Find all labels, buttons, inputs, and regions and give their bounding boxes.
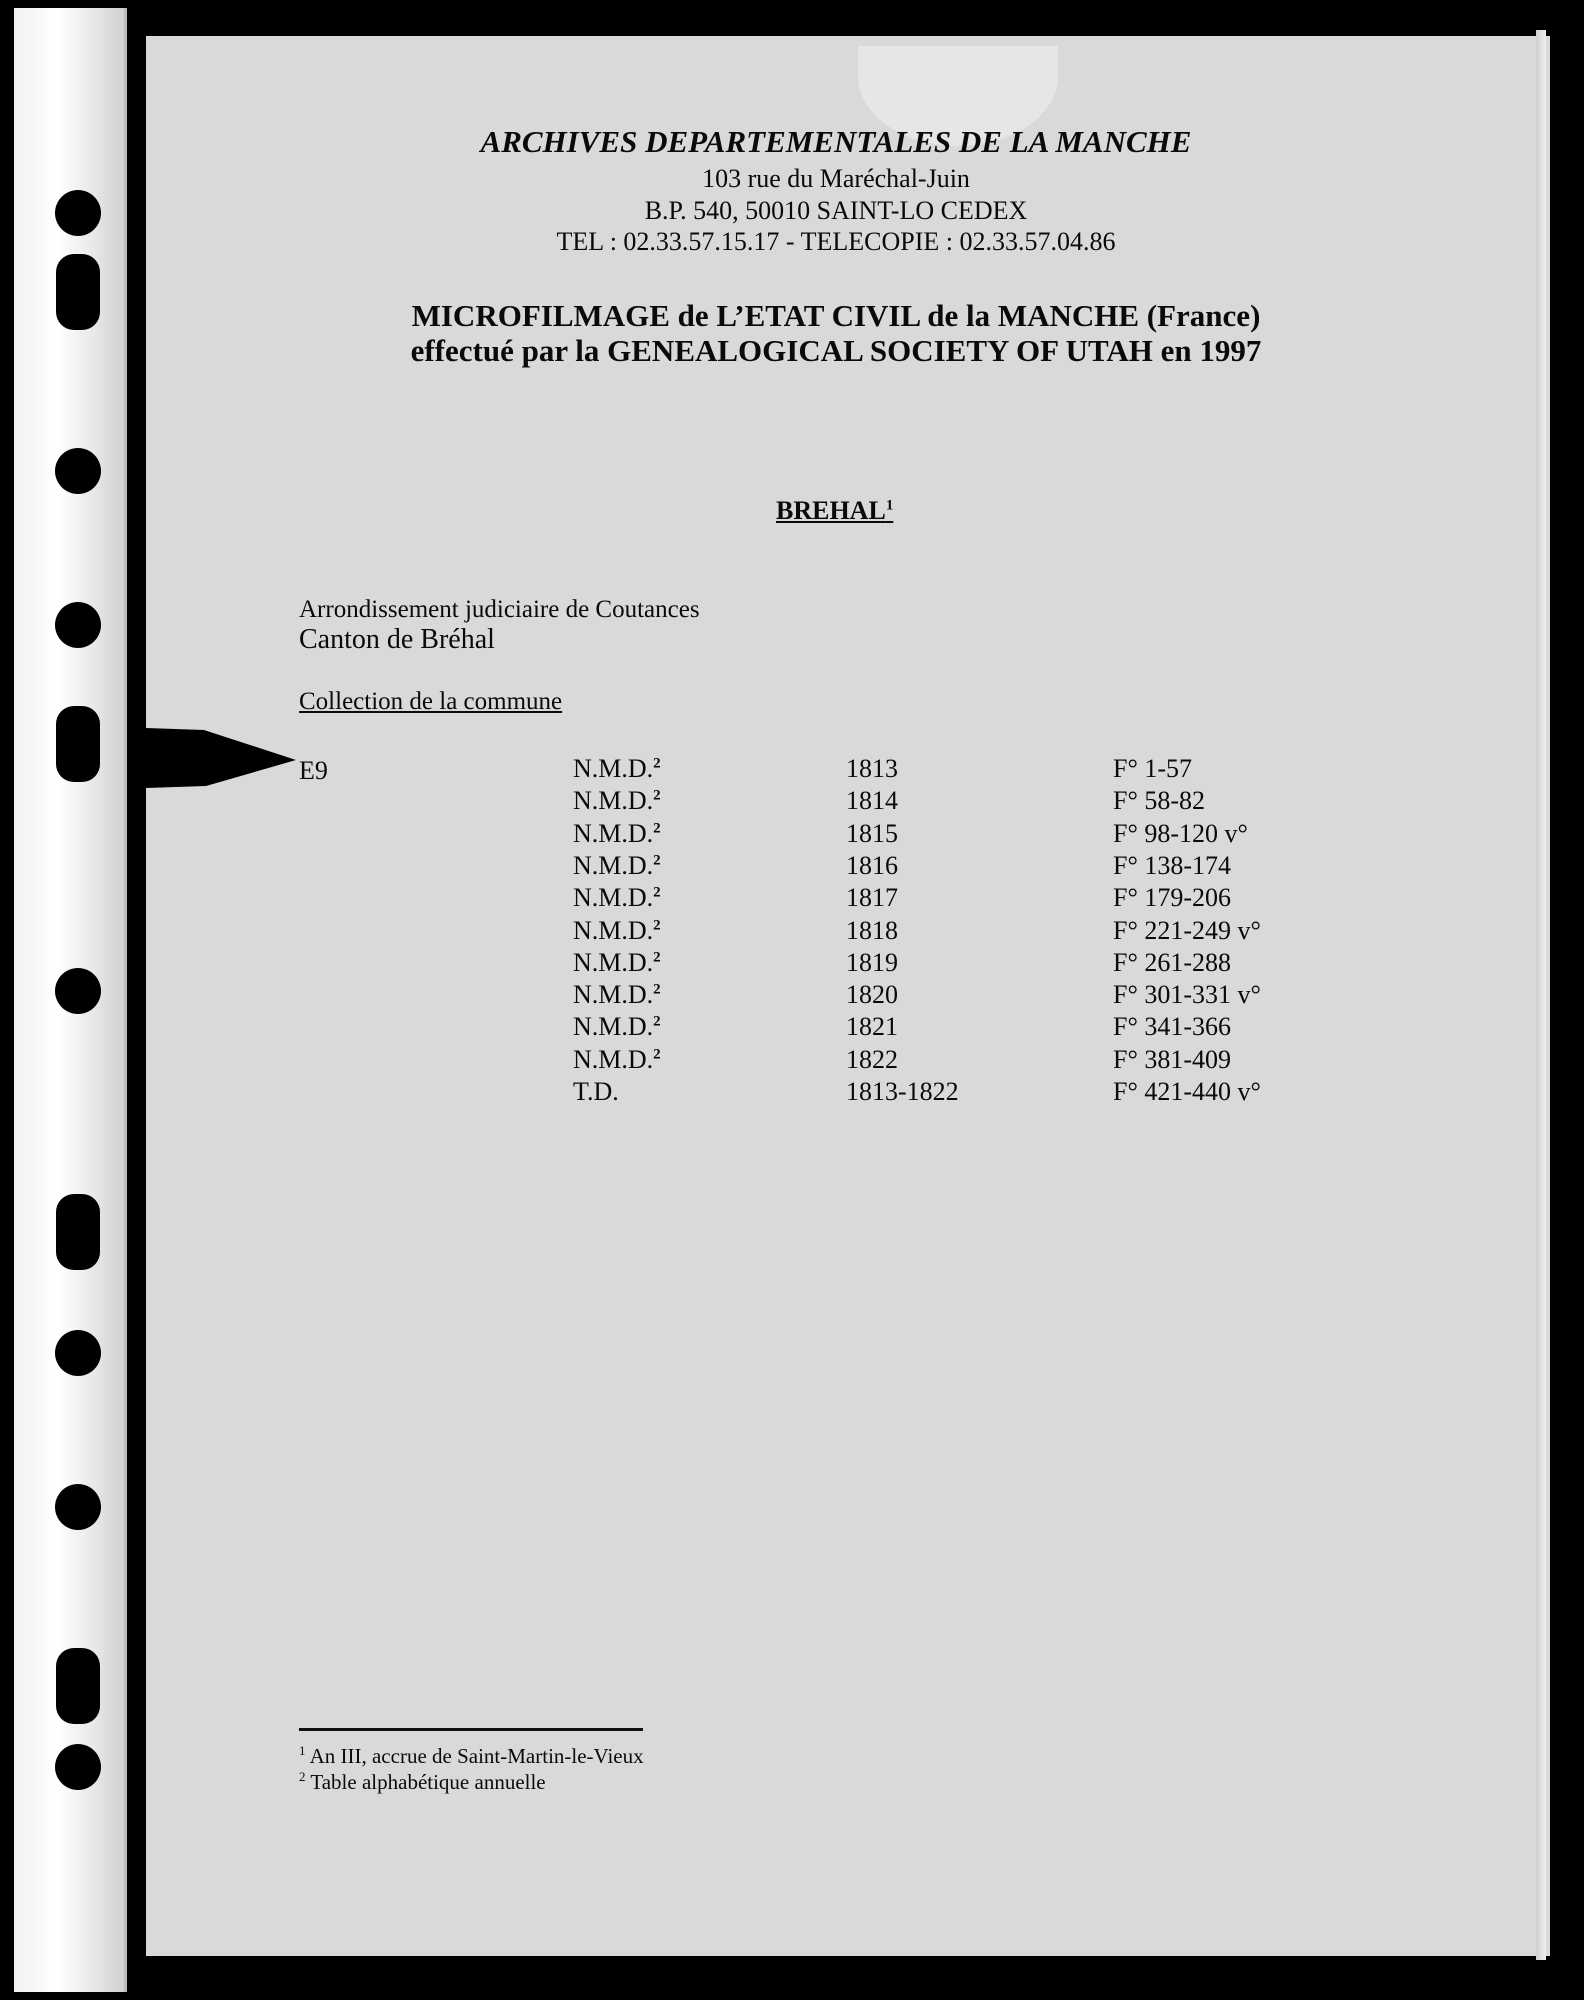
register-type (573, 948, 661, 978)
punch-hole (55, 1744, 101, 1790)
footnote-ref: 1 (885, 497, 894, 514)
table-row (0, 980, 1584, 1012)
punch-hole (55, 1330, 101, 1376)
footnote-text: An III, accrue de Saint-Martin-le-Vieux (309, 1744, 644, 1768)
register-type-text: N.M.D. (573, 883, 654, 913)
table-row (0, 883, 1584, 915)
register-type (573, 1045, 661, 1075)
register-type (573, 819, 661, 849)
table-row (0, 1012, 1584, 1044)
table-row (0, 948, 1584, 980)
punch-hole (55, 448, 101, 494)
register-type-text: N.M.D. (573, 1044, 654, 1074)
table-row (0, 1045, 1584, 1077)
footnote-ref: 2 (653, 884, 661, 901)
register-years: 1819 (846, 947, 898, 977)
register-years: 1821 (846, 1012, 898, 1042)
register-folios: F° 58-82 (1113, 786, 1206, 816)
register-years: 1820 (846, 980, 898, 1010)
punch-hole (55, 190, 101, 236)
register-years: 1813 (846, 754, 898, 783)
register-folios: F° 221-249 v° (1113, 915, 1261, 945)
register-years: 1815 (846, 818, 898, 848)
register-years: 1822 (846, 1044, 898, 1074)
register-type-text: T.D. (573, 1077, 619, 1106)
register-years: 1818 (846, 915, 898, 945)
register-type (573, 1077, 619, 1107)
table-row (0, 851, 1584, 883)
commune-title (776, 496, 893, 526)
register-folios: F° 138-174 (1113, 850, 1232, 880)
register-type (573, 754, 661, 784)
canton-label: Canton de Bréhal (299, 624, 495, 655)
footnote-ref: 2 (653, 1013, 661, 1030)
collection-title: Collection de la commune (299, 688, 563, 715)
arrondissement-label: Arrondissement judiciaire de Coutances (299, 596, 700, 623)
register-type-text: N.M.D. (573, 980, 654, 1010)
table-row (0, 916, 1584, 948)
footnote (299, 1743, 644, 1769)
register-folios: F° 1-57 (1113, 754, 1193, 783)
register-type (573, 980, 661, 1010)
address-line: B.P. 540, 50010 SAINT-LO CEDEX (644, 196, 1028, 225)
footnote-ref: 2 (653, 852, 661, 869)
register-type (573, 916, 661, 946)
punch-hole (55, 602, 101, 648)
register-type-text: N.M.D. (573, 818, 654, 848)
register-type-text: N.M.D. (573, 850, 654, 880)
register-type-text: N.M.D. (573, 786, 654, 816)
footnote-ref: 2 (653, 1046, 661, 1063)
register-folios: F° 261-288 (1113, 947, 1232, 977)
footnote-ref: 2 (653, 787, 661, 804)
collection-cote: E9 (299, 756, 328, 785)
register-type-text: N.M.D. (573, 754, 654, 783)
table-row (0, 754, 1584, 786)
footnote (299, 1769, 546, 1795)
punch-hole (56, 1194, 100, 1270)
table-row (0, 786, 1584, 818)
register-years: 1816 (846, 850, 898, 880)
punch-hole (55, 1484, 101, 1530)
contact-line: TEL : 02.33.57.15.17 - TELECOPIE : 02.33.57.04.86 (556, 227, 1116, 256)
footnote-divider (299, 1728, 643, 1731)
register-folios: F° 98-120 v° (1113, 818, 1248, 848)
punch-hole (56, 254, 100, 330)
register-years: 1814 (846, 786, 898, 816)
punch-hole (56, 1648, 100, 1724)
register-folios: F° 179-206 (1113, 883, 1232, 913)
commune-name: BREHAL (776, 496, 886, 525)
register-type-text: N.M.D. (573, 1012, 654, 1042)
register-type (573, 883, 661, 913)
address-line: 103 rue du Maréchal-Juin (702, 164, 970, 193)
footnote-ref: 2 (653, 981, 661, 998)
project-title: MICROFILMAGE de L’ETAT CIVIL de la MANCHE (France) (411, 298, 1261, 333)
register-type-text: N.M.D. (573, 947, 654, 977)
register-years: 1813-1822 (846, 1077, 959, 1106)
footnote-ref: 2 (653, 819, 661, 836)
table-row (0, 819, 1584, 851)
register-years: 1817 (846, 883, 898, 913)
footnote-text: Table alphabétique annuelle (310, 1770, 546, 1794)
project-subtitle: effectué par la GENEALOGICAL SOCIETY OF UTAH en 1997 (410, 333, 1262, 368)
institution-name: ARCHIVES DEPARTEMENTALES DE LA MANCHE (480, 124, 1192, 159)
register-folios: F° 381-409 (1113, 1044, 1232, 1074)
table-row (0, 1077, 1584, 1109)
register-folios: F° 341-366 (1113, 1012, 1232, 1042)
footnote-ref: 2 (653, 755, 661, 772)
register-folios: F° 301-331 v° (1113, 980, 1261, 1010)
footnote-ref: 2 (653, 949, 661, 966)
register-type-text: N.M.D. (573, 915, 654, 945)
register-folios: F° 421-440 v° (1113, 1077, 1261, 1106)
footnote-number: 1 (299, 1743, 306, 1758)
footnote-number: 2 (299, 1769, 306, 1784)
footnote-ref: 2 (653, 916, 661, 933)
register-type (573, 1012, 661, 1042)
register-type (573, 851, 661, 881)
register-type (573, 786, 661, 816)
